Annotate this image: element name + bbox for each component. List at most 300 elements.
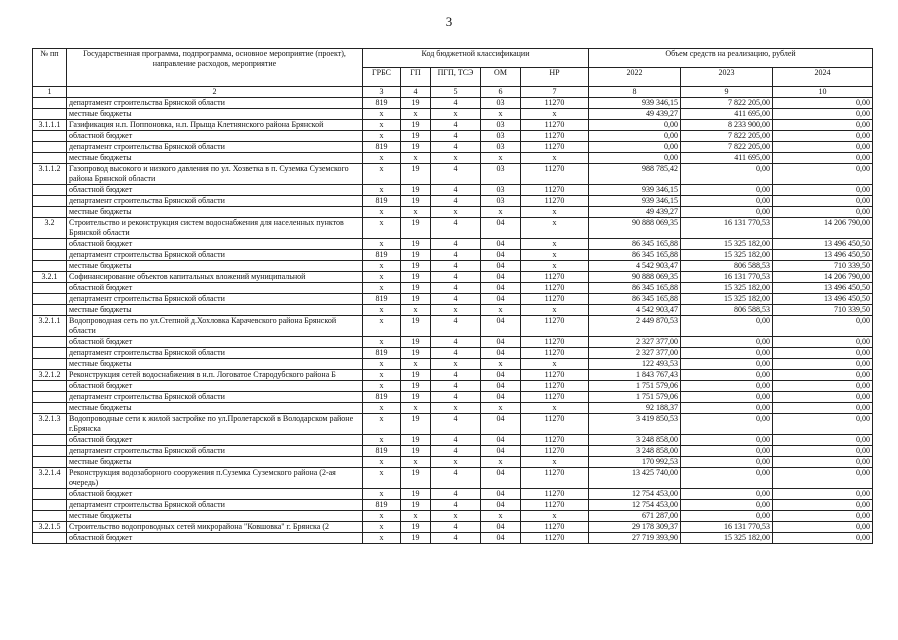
amount-2023: 0,00: [681, 207, 773, 218]
amount-2023: 0,00: [681, 164, 773, 185]
om-cell: 04: [481, 348, 521, 359]
row-name: департамент строительства Брянской области: [67, 294, 363, 305]
amount-2022: 3 248 858,00: [589, 446, 681, 457]
nr-cell: x: [521, 207, 589, 218]
grbs-cell: 819: [363, 392, 401, 403]
table-row: [33, 98, 873, 109]
gp-cell: x: [401, 457, 431, 468]
row-number: [33, 294, 67, 305]
amount-2024: 0,00: [773, 348, 873, 359]
grbs-cell: 819: [363, 98, 401, 109]
amount-2024: 0,00: [773, 142, 873, 153]
col-header-2022: 2022: [589, 68, 681, 87]
om-cell: 03: [481, 164, 521, 185]
om-cell: 04: [481, 294, 521, 305]
table-row: [33, 500, 873, 511]
om-cell: 04: [481, 316, 521, 337]
om-cell: 03: [481, 98, 521, 109]
gp-cell: 19: [401, 142, 431, 153]
om-cell: 04: [481, 250, 521, 261]
row-number: [33, 359, 67, 370]
pgp-cell: 4: [431, 348, 481, 359]
amount-2024: 0,00: [773, 468, 873, 489]
amount-2023: 0,00: [681, 500, 773, 511]
gp-cell: 19: [401, 239, 431, 250]
amount-2022: 939 346,15: [589, 185, 681, 196]
pgp-cell: 4: [431, 522, 481, 533]
col-number: 6: [481, 87, 521, 98]
row-number: [33, 305, 67, 316]
amount-2023: 15 325 182,00: [681, 294, 773, 305]
table-row: [33, 446, 873, 457]
grbs-cell: x: [363, 511, 401, 522]
row-number: [33, 446, 67, 457]
grbs-cell: x: [363, 414, 401, 435]
pgp-cell: x: [431, 511, 481, 522]
col-header-name: Государственная программа, подпрограмма, основное мероприятие (проект), направление расходов, мероприятие: [67, 49, 363, 87]
pgp-cell: 4: [431, 261, 481, 272]
pgp-cell: 4: [431, 435, 481, 446]
table-row: [33, 153, 873, 164]
amount-2023: 0,00: [681, 185, 773, 196]
grbs-cell: x: [363, 109, 401, 120]
grbs-cell: x: [363, 261, 401, 272]
pgp-cell: 4: [431, 98, 481, 109]
amount-2022: 170 992,53: [589, 457, 681, 468]
pgp-cell: x: [431, 153, 481, 164]
row-name: местные бюджеты: [67, 207, 363, 218]
om-cell: x: [481, 207, 521, 218]
amount-2024: 0,00: [773, 522, 873, 533]
amount-2024: 0,00: [773, 164, 873, 185]
row-number: [33, 381, 67, 392]
amount-2022: 122 493,53: [589, 359, 681, 370]
amount-2024: 0,00: [773, 109, 873, 120]
om-cell: 03: [481, 142, 521, 153]
om-cell: x: [481, 109, 521, 120]
row-name: департамент строительства Брянской области: [67, 446, 363, 457]
row-number: 3.2.1.4: [33, 468, 67, 489]
grbs-cell: x: [363, 239, 401, 250]
nr-cell: 11270: [521, 370, 589, 381]
nr-cell: 11270: [521, 489, 589, 500]
nr-cell: 11270: [521, 337, 589, 348]
col-header-grbs: ГРБС: [363, 68, 401, 87]
row-name: местные бюджеты: [67, 403, 363, 414]
om-cell: 04: [481, 500, 521, 511]
page-number: 3: [445, 14, 453, 29]
amount-2023: 411 695,00: [681, 109, 773, 120]
amount-2024: 0,00: [773, 185, 873, 196]
gp-cell: 19: [401, 500, 431, 511]
gp-cell: 19: [401, 196, 431, 207]
row-number: [33, 250, 67, 261]
pgp-cell: 4: [431, 294, 481, 305]
col-header-2023: 2023: [681, 68, 773, 87]
pgp-cell: 4: [431, 131, 481, 142]
om-cell: 04: [481, 533, 521, 544]
grbs-cell: x: [363, 131, 401, 142]
amount-2024: 14 206 790,00: [773, 218, 873, 239]
om-cell: x: [481, 511, 521, 522]
table-row: [33, 261, 873, 272]
amount-2022: 12 754 453,00: [589, 500, 681, 511]
row-name: Реконструкция водозаборного сооружения п.Суземка Суземского района (2-ая очередь): [67, 468, 363, 489]
row-number: [33, 337, 67, 348]
pgp-cell: 4: [431, 164, 481, 185]
amount-2022: 92 188,37: [589, 403, 681, 414]
nr-cell: x: [521, 511, 589, 522]
amount-2022: 27 719 393,90: [589, 533, 681, 544]
amount-2024: 0,00: [773, 446, 873, 457]
amount-2023: 0,00: [681, 403, 773, 414]
col-header-code: Код бюджетной классификации: [363, 49, 589, 68]
om-cell: 04: [481, 370, 521, 381]
grbs-cell: x: [363, 522, 401, 533]
amount-2022: 939 346,15: [589, 196, 681, 207]
om-cell: 04: [481, 283, 521, 294]
nr-cell: x: [521, 109, 589, 120]
pgp-cell: x: [431, 109, 481, 120]
grbs-cell: x: [363, 272, 401, 283]
amount-2024: 14 206 790,00: [773, 272, 873, 283]
row-number: [33, 142, 67, 153]
amount-2023: 0,00: [681, 414, 773, 435]
nr-cell: 11270: [521, 468, 589, 489]
gp-cell: 19: [401, 261, 431, 272]
amount-2023: 16 131 770,53: [681, 272, 773, 283]
nr-cell: 11270: [521, 294, 589, 305]
row-name: областной бюджет: [67, 489, 363, 500]
amount-2023: 7 822 205,00: [681, 98, 773, 109]
pgp-cell: 4: [431, 370, 481, 381]
om-cell: 03: [481, 131, 521, 142]
row-name: областной бюджет: [67, 337, 363, 348]
pgp-cell: 4: [431, 489, 481, 500]
gp-cell: 19: [401, 131, 431, 142]
amount-2024: 0,00: [773, 131, 873, 142]
gp-cell: 19: [401, 120, 431, 131]
row-name: областной бюджет: [67, 283, 363, 294]
row-number: 3.1.1.1: [33, 120, 67, 131]
amount-2024: 0,00: [773, 337, 873, 348]
row-number: [33, 457, 67, 468]
amount-2022: 3 248 858,00: [589, 435, 681, 446]
nr-cell: x: [521, 359, 589, 370]
amount-2024: 13 496 450,50: [773, 294, 873, 305]
amount-2022: 29 178 309,37: [589, 522, 681, 533]
pgp-cell: 4: [431, 414, 481, 435]
amount-2023: 15 325 182,00: [681, 250, 773, 261]
nr-cell: x: [521, 239, 589, 250]
grbs-cell: x: [363, 403, 401, 414]
amount-2022: 13 425 740,00: [589, 468, 681, 489]
pgp-cell: 4: [431, 468, 481, 489]
row-name: департамент строительства Брянской области: [67, 196, 363, 207]
row-number: 3.2.1.1: [33, 316, 67, 337]
gp-cell: 19: [401, 522, 431, 533]
row-name: Газопровод высокого и низкого давления по ул. Хозветка в п. Суземка Суземского района Брянской области: [67, 164, 363, 185]
nr-cell: 11270: [521, 522, 589, 533]
gp-cell: 19: [401, 348, 431, 359]
row-number: [33, 109, 67, 120]
amount-2022: 0,00: [589, 131, 681, 142]
om-cell: x: [481, 403, 521, 414]
row-number: 3.1.1.2: [33, 164, 67, 185]
row-name: Строительство водопроводных сетей микрорайона "Ковшовка" г. Брянска (2: [67, 522, 363, 533]
table-row: [33, 392, 873, 403]
pgp-cell: 4: [431, 185, 481, 196]
amount-2022: 86 345 165,88: [589, 283, 681, 294]
row-number: [33, 207, 67, 218]
nr-cell: x: [521, 305, 589, 316]
row-number: [33, 348, 67, 359]
pgp-cell: 4: [431, 446, 481, 457]
om-cell: 04: [481, 218, 521, 239]
grbs-cell: 819: [363, 446, 401, 457]
table-row: [33, 370, 873, 381]
om-cell: x: [481, 359, 521, 370]
amount-2024: 0,00: [773, 359, 873, 370]
amount-2024: 0,00: [773, 153, 873, 164]
om-cell: 04: [481, 446, 521, 457]
amount-2024: 0,00: [773, 316, 873, 337]
row-number: [33, 392, 67, 403]
nr-cell: 11270: [521, 98, 589, 109]
grbs-cell: x: [363, 305, 401, 316]
nr-cell: 11270: [521, 185, 589, 196]
amount-2024: 0,00: [773, 392, 873, 403]
amount-2022: 1 751 579,06: [589, 381, 681, 392]
gp-cell: x: [401, 207, 431, 218]
nr-cell: 11270: [521, 316, 589, 337]
om-cell: x: [481, 305, 521, 316]
gp-cell: 19: [401, 414, 431, 435]
amount-2023: 0,00: [681, 316, 773, 337]
om-cell: x: [481, 153, 521, 164]
gp-cell: x: [401, 511, 431, 522]
table-row: [33, 283, 873, 294]
table-row: [33, 316, 873, 337]
row-number: [33, 185, 67, 196]
amount-2024: 0,00: [773, 207, 873, 218]
om-cell: 03: [481, 196, 521, 207]
amount-2024: 710 339,50: [773, 305, 873, 316]
row-name: областной бюджет: [67, 533, 363, 544]
nr-cell: 11270: [521, 348, 589, 359]
grbs-cell: x: [363, 120, 401, 131]
om-cell: 03: [481, 120, 521, 131]
table-row: [33, 305, 873, 316]
row-number: 3.2.1.5: [33, 522, 67, 533]
table-row: [33, 414, 873, 435]
amount-2023: 0,00: [681, 468, 773, 489]
grbs-cell: x: [363, 164, 401, 185]
amount-2022: 988 785,42: [589, 164, 681, 185]
grbs-cell: 819: [363, 294, 401, 305]
amount-2022: 49 439,27: [589, 109, 681, 120]
amount-2024: 0,00: [773, 120, 873, 131]
pgp-cell: x: [431, 207, 481, 218]
amount-2023: 15 325 182,00: [681, 239, 773, 250]
table-row: [33, 511, 873, 522]
col-number: 1: [33, 87, 67, 98]
row-name: Водопроводные сети к жилой застройке по ул.Пролетарской в Володарском районе г.Брянска: [67, 414, 363, 435]
row-number: [33, 283, 67, 294]
row-name: областной бюджет: [67, 435, 363, 446]
nr-cell: 11270: [521, 142, 589, 153]
row-name: местные бюджеты: [67, 511, 363, 522]
amount-2023: 0,00: [681, 511, 773, 522]
row-name: департамент строительства Брянской области: [67, 500, 363, 511]
row-name: департамент строительства Брянской области: [67, 142, 363, 153]
gp-cell: x: [401, 305, 431, 316]
gp-cell: 19: [401, 218, 431, 239]
table-row: [33, 196, 873, 207]
grbs-cell: x: [363, 359, 401, 370]
col-number: 10: [773, 87, 873, 98]
gp-cell: 19: [401, 392, 431, 403]
row-name: департамент строительства Брянской области: [67, 98, 363, 109]
row-name: Реконструкция сетей водоснабжения в н.п. Логоватое Стародубского района Б: [67, 370, 363, 381]
gp-cell: 19: [401, 294, 431, 305]
amount-2022: 3 419 850,53: [589, 414, 681, 435]
amount-2024: 0,00: [773, 500, 873, 511]
table-row: [33, 457, 873, 468]
budget-table: [32, 48, 873, 544]
om-cell: 04: [481, 435, 521, 446]
gp-cell: 19: [401, 370, 431, 381]
row-number: 3.2.1.3: [33, 414, 67, 435]
table-row: [33, 239, 873, 250]
amount-2023: 411 695,00: [681, 153, 773, 164]
col-header-gp: ГП: [401, 68, 431, 87]
amount-2024: 0,00: [773, 370, 873, 381]
nr-cell: x: [521, 403, 589, 414]
amount-2023: 0,00: [681, 435, 773, 446]
header-row: [33, 49, 873, 68]
amount-2023: 806 588,53: [681, 261, 773, 272]
row-name: Софинансирование объектов капитальных вложений муниципальной: [67, 272, 363, 283]
col-number: 5: [431, 87, 481, 98]
grbs-cell: 819: [363, 142, 401, 153]
nr-cell: 11270: [521, 435, 589, 446]
grbs-cell: x: [363, 316, 401, 337]
row-name: областной бюджет: [67, 185, 363, 196]
grbs-cell: x: [363, 489, 401, 500]
amount-2024: 13 496 450,50: [773, 283, 873, 294]
pgp-cell: 4: [431, 316, 481, 337]
om-cell: 04: [481, 239, 521, 250]
amount-2023: 7 822 205,00: [681, 131, 773, 142]
row-number: [33, 403, 67, 414]
col-number: 8: [589, 87, 681, 98]
amount-2024: 0,00: [773, 435, 873, 446]
row-name: департамент строительства Брянской области: [67, 250, 363, 261]
amount-2022: 1 751 579,06: [589, 392, 681, 403]
nr-cell: x: [521, 218, 589, 239]
amount-2022: 0,00: [589, 142, 681, 153]
row-name: Газификация н.п. Поппоновка, н.п. Прыща Клетнянского района Брянской: [67, 120, 363, 131]
pgp-cell: x: [431, 305, 481, 316]
gp-cell: 19: [401, 446, 431, 457]
amount-2022: 86 345 165,88: [589, 239, 681, 250]
table-row: [33, 120, 873, 131]
amount-2022: 2 327 377,00: [589, 348, 681, 359]
amount-2022: 12 754 453,00: [589, 489, 681, 500]
nr-cell: 11270: [521, 131, 589, 142]
amount-2024: 0,00: [773, 381, 873, 392]
pgp-cell: 4: [431, 272, 481, 283]
amount-2024: 0,00: [773, 533, 873, 544]
col-number: 4: [401, 87, 431, 98]
gp-cell: 19: [401, 98, 431, 109]
table-row: [33, 131, 873, 142]
row-name: областной бюджет: [67, 239, 363, 250]
nr-cell: 11270: [521, 196, 589, 207]
amount-2022: 1 843 767,43: [589, 370, 681, 381]
gp-cell: 19: [401, 250, 431, 261]
gp-cell: 19: [401, 489, 431, 500]
amount-2023: 0,00: [681, 489, 773, 500]
om-cell: 04: [481, 337, 521, 348]
amount-2024: 0,00: [773, 457, 873, 468]
pgp-cell: 4: [431, 196, 481, 207]
col-number: 2: [67, 87, 363, 98]
col-header-2024: 2024: [773, 68, 873, 87]
table-row: [33, 109, 873, 120]
amount-2023: 0,00: [681, 457, 773, 468]
amount-2022: 90 888 069,35: [589, 218, 681, 239]
grbs-cell: x: [363, 207, 401, 218]
table-row: [33, 272, 873, 283]
amount-2023: 0,00: [681, 348, 773, 359]
amount-2024: 0,00: [773, 196, 873, 207]
pgp-cell: 4: [431, 120, 481, 131]
om-cell: 04: [481, 381, 521, 392]
col-number: 3: [363, 87, 401, 98]
row-number: [33, 131, 67, 142]
grbs-cell: x: [363, 533, 401, 544]
table-row: [33, 533, 873, 544]
table-row: [33, 403, 873, 414]
row-name: департамент строительства Брянской области: [67, 392, 363, 403]
amount-2023: 0,00: [681, 337, 773, 348]
grbs-cell: x: [363, 370, 401, 381]
amount-2023: 0,00: [681, 446, 773, 457]
pgp-cell: 4: [431, 533, 481, 544]
row-number: 3.2: [33, 218, 67, 239]
amount-2024: 710 339,50: [773, 261, 873, 272]
amount-2023: 16 131 770,53: [681, 218, 773, 239]
col-header-volume: Объем средств на реализацию, рублей: [589, 49, 873, 68]
pgp-cell: 4: [431, 283, 481, 294]
pgp-cell: 4: [431, 337, 481, 348]
col-header-om: ОМ: [481, 68, 521, 87]
row-name: местные бюджеты: [67, 457, 363, 468]
amount-2024: 0,00: [773, 489, 873, 500]
grbs-cell: x: [363, 381, 401, 392]
row-number: 3.2.1: [33, 272, 67, 283]
gp-cell: 19: [401, 283, 431, 294]
grbs-cell: 819: [363, 348, 401, 359]
amount-2022: 86 345 165,88: [589, 250, 681, 261]
grbs-cell: 819: [363, 196, 401, 207]
table-row: [33, 142, 873, 153]
amount-2024: 0,00: [773, 511, 873, 522]
row-number: [33, 196, 67, 207]
nr-cell: 11270: [521, 164, 589, 185]
